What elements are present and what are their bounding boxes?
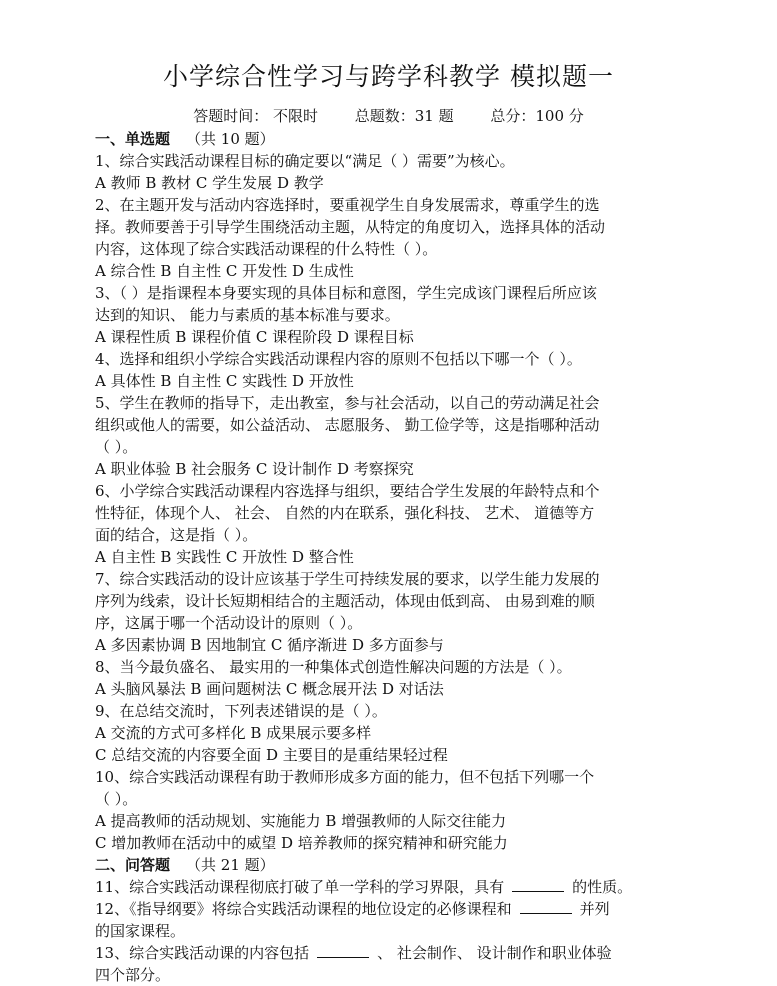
document-body [95,128,670,986]
section-count: （共 21 题） [186,856,275,874]
question-text: 3、（ ）是指课程本身要实现的具体目标和意图，学生完成该门课程后所应该 [95,284,597,302]
exam-meta [0,105,777,127]
section-title: 一、单选题 [95,130,171,148]
answer-options: A 具体性 B 自主性 C 实践性 D 开放性 [95,372,354,390]
answer-options: A 教师 B 教材 C 学生发展 D 教学 [95,174,324,192]
question-text: 面的结合，这是指（ ）。 [95,526,258,544]
question-text: 5、学生在教师的指导下，走出教室，参与社会活动，以自己的劳动满足社会 [95,394,600,412]
document-title: 小学综合性学习与跨学科教学 模拟题一 [163,62,614,91]
question-text: 7、综合实践活动的设计应该基于学生可持续发展的要求，以学生能力发展的 [95,570,600,588]
answer-options: A 提高教师的活动规划、实施能力 B 增强教师的人际交往能力 [95,812,507,830]
question-text: 性特征，体现个人、 社会、 自然的内在联系，强化科技、 艺术、 道德等方 [95,504,595,522]
question-text-q11 [95,876,670,898]
question-text: 序，这属于哪一个活动设计的原则（ ）。 [95,614,363,632]
exam-question-count: 总题数：31 题 [354,107,454,125]
section-count: （共 10 题） [186,130,275,148]
answer-options: A 交流的方式可多样化 B 成果展示要多样 [95,724,372,742]
question-text: 6、小学综合实践活动课程内容选择与组织，要结合学生发展的年龄特点和个 [95,482,600,500]
q11-text-after: 的性质。 [572,878,633,896]
q12-text-before: 12、《指导纲要》将综合实践活动课程的地位设定的必修课程和 [95,900,512,918]
question-text: （ ）。 [95,438,138,456]
answer-options: A 综合性 B 自主性 C 开发性 D 生成性 [95,262,354,280]
fill-in-blank [520,898,572,914]
answer-options: A 自主性 B 实践性 C 开放性 D 整合性 [95,548,354,566]
question-text: 组织或他人的需要，如公益活动、 志愿服务、 勤工俭学等，这是指哪种活动 [95,416,600,434]
question-text-q12-cont: 的国家课程。 [95,922,186,940]
answer-options: A 头脑风暴法 B 画问题树法 C 概念展开法 D 对话法 [95,680,444,698]
question-text: 2、在主题开发与活动内容选择时，要重视学生自身发展需求，尊重学生的选 [95,196,600,214]
answer-options: A 多因素协调 B 因地制宜 C 循序渐进 D 多方面参与 [95,636,444,654]
fill-in-blank [512,876,564,892]
exam-total-score: 总分：100 分 [490,107,584,125]
question-text: （ ）。 [95,790,138,808]
answer-options: A 课程性质 B 课程价值 C 课程阶段 D 课程目标 [95,328,414,346]
question-text-q13-cont: 四个部分。 [95,966,171,984]
answer-options: C 增加教师在活动中的威望 D 培养教师的探究精神和研究能力 [95,834,508,852]
section-heading-single-choice [95,128,670,150]
section-heading-qa [95,854,670,876]
question-text: 1、综合实践活动课程目标的确定要以“满足（ ）需要”为核心。 [95,152,515,170]
question-text: 4、选择和组织小学综合实践活动课程内容的原则不包括以下哪一个（ ）。 [95,350,582,368]
answer-options: A 职业体验 B 社会服务 C 设计制作 D 考察探究 [95,460,414,478]
section-title: 二、问答题 [95,856,171,874]
question-text: 8、当今最负盛名、 最实用的一种集体式创造性解决问题的方法是（ ）。 [95,658,572,676]
question-text-q12 [95,898,670,920]
question-text: 10、综合实践活动课程有助于教师形成多方面的能力，但不包括下列哪一个 [95,768,595,786]
q12-text-after: 并列 [579,900,610,918]
question-text: 内容，这体现了综合实践活动课程的什么特性（ ）。 [95,240,438,258]
q13-text-before: 13、综合实践活动课的内容包括 [95,944,310,962]
question-text-q13 [95,942,670,964]
question-text: 9、在总结交流时，下列表述错误的是（ ）。 [95,702,387,720]
question-text: 择。教师要善于引导学生围绕活动主题，从特定的角度切入，选择具体的活动 [95,218,606,236]
fill-in-blank [317,942,369,958]
answer-options: C 总结交流的内容要全面 D 主要目的是重结果轻过程 [95,746,448,764]
q13-text-after: 、 社会制作、 设计制作和职业体验 [377,944,612,962]
question-text: 序列为线索，设计长短期相结合的主题活动，体现由低到高、 由易到难的顺 [95,592,595,610]
question-text: 达到的知识、 能力与素质的基本标准与要求。 [95,306,400,324]
q11-text-before: 11、综合实践活动课程彻底打破了单一学科的学习界限，具有 [95,878,505,896]
exam-time: 答题时间： 不限时 [193,107,318,125]
